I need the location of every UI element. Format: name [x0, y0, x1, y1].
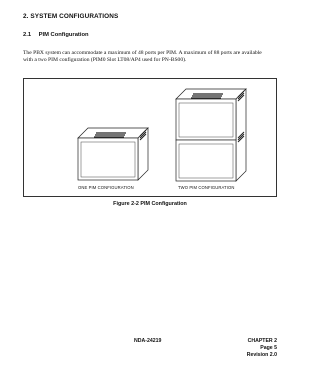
- two-pim-vent-top: [191, 94, 223, 98]
- one-pim-label: ONE PIM CONFIGURATION: [78, 185, 134, 190]
- footer-revision: Revision 2.0: [246, 352, 277, 358]
- figure-box: [23, 78, 277, 197]
- footer-doc-id: NDA-24219: [134, 338, 162, 344]
- footer-page: Page 5: [260, 345, 277, 351]
- pim-illustration: [24, 79, 278, 198]
- two-pim-label: TWO PIM CONFIGURATION: [178, 185, 235, 190]
- subsection-label: PIM Configuration: [38, 32, 89, 38]
- one-pim-cabinet: [78, 128, 148, 180]
- subsection-number: 2.1: [23, 32, 32, 38]
- body-paragraph: The PBX system can accommodate a maximum of 48 ports per PIM. A maximum of 88 ports are available with a two PIM configuration (PIM0 Slot LT08/AP4 used for PN-BS00).: [23, 50, 262, 64]
- figure-caption: Figure 2-2 PIM Configuration: [113, 201, 187, 207]
- footer-chapter: CHAPTER 2: [247, 338, 277, 344]
- two-pim-cabinet: [176, 89, 246, 181]
- section-title: 2. SYSTEM CONFIGURATIONS: [23, 13, 119, 20]
- footer-page-info: [247, 338, 277, 359]
- subsection-title: [23, 32, 89, 38]
